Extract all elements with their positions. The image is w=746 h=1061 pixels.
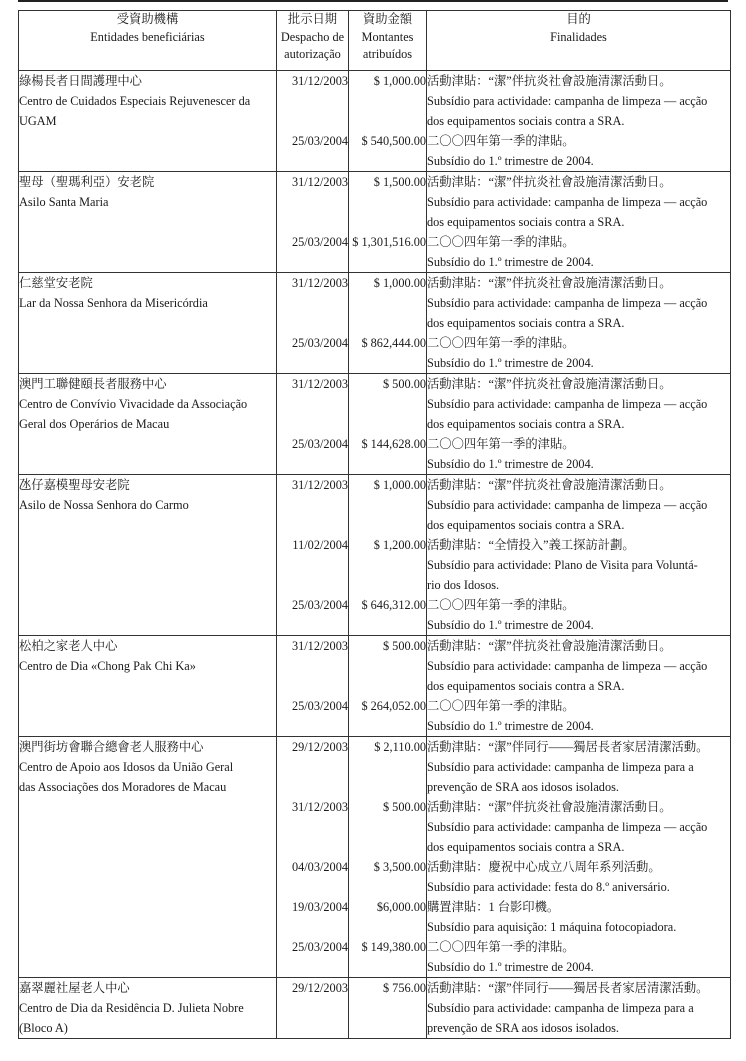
purpose-cell — [427, 636, 731, 737]
grant-date: 25/03/2004 — [291, 336, 348, 350]
grant-date: 25/03/2004 — [291, 598, 348, 612]
grant-date-slot — [277, 535, 348, 595]
entity-name-line: (Bloco A) — [19, 1021, 68, 1035]
grant-purpose-line: 二〇〇四年第一季的津貼。 — [427, 437, 575, 451]
grant-date: 31/12/2003 — [291, 276, 348, 290]
date-cell — [277, 172, 349, 273]
grant-amount: $6,000.00 — [376, 900, 426, 914]
grant-amount-slot — [349, 797, 426, 857]
grant-purpose-line: 活動津貼：“潔”伴抗炎社會設施清潔活動日。 — [427, 639, 672, 653]
grant-purpose-line: Subsídio para aquisição: 1 máquina fotocopiadora. — [427, 920, 677, 934]
grant-date-slot — [277, 797, 348, 857]
grant-purpose-line: 活動津貼：“潔”伴抗炎社會設施清潔活動日。 — [427, 175, 672, 189]
grant-purpose-slot — [427, 937, 730, 977]
grant-purpose-line: 二〇〇四年第一季的津貼。 — [427, 598, 575, 612]
table-row — [19, 475, 731, 636]
grant-purpose-slot — [427, 71, 730, 131]
grant-purpose-line: Subsídio para actividade: campanha de limpeza — acção — [427, 498, 708, 512]
grant-purpose-line: 二〇〇四年第一季的津貼。 — [427, 699, 575, 713]
grant-date: 25/03/2004 — [291, 134, 348, 148]
grant-date: 11/02/2004 — [292, 538, 348, 552]
entity-name-line: 澳門工聯健頤長者服務中心 — [19, 377, 167, 391]
grant-amount: $ 500.00 — [382, 639, 426, 653]
grant-amount-slot — [349, 333, 426, 373]
grant-amount-slot — [349, 595, 426, 635]
grant-date-slot — [277, 937, 348, 977]
grant-purpose-slot — [427, 434, 730, 474]
grant-date: 29/12/2003 — [291, 740, 348, 754]
grant-purpose-line: Subsídio para actividade: festa do 8.º aniversário. — [427, 880, 670, 894]
grant-amount-slot — [349, 374, 426, 434]
entity-cell — [19, 636, 277, 737]
table-row — [19, 374, 731, 475]
grant-amount-slot — [349, 978, 426, 1038]
purpose-cell — [427, 172, 731, 273]
grant-purpose-slot — [427, 978, 730, 1038]
amount-cell — [349, 71, 427, 172]
grant-date-slot — [277, 71, 348, 131]
grant-purpose-line: Subsídio para actividade: campanha de limpeza — acção — [427, 397, 708, 411]
entity-name-line: 澳門街坊會聯合總會老人服務中心 — [19, 740, 204, 754]
grant-amount-slot — [349, 636, 426, 696]
grant-purpose-slot — [427, 857, 730, 897]
grant-purpose-line: Subsídio do 1.º trimestre de 2004. — [427, 719, 594, 733]
grant-amount: $ 1,000.00 — [373, 74, 426, 88]
grant-purpose-slot — [427, 172, 730, 232]
grant-purpose-line: Subsídio para actividade: campanha de limpeza — acção — [427, 659, 708, 673]
grant-purpose-line: dos equipamentos sociais contra a SRA. — [427, 215, 625, 229]
header-date: 批示日期 Despacho de autorização — [277, 11, 349, 71]
grant-date: 31/12/2003 — [291, 639, 348, 653]
grant-purpose-line: 二〇〇四年第一季的津貼。 — [427, 235, 575, 249]
grant-amount: $ 1,000.00 — [373, 276, 426, 290]
entity-name-line: Centro de Convívio Vivacidade da Associação — [19, 397, 248, 411]
grant-date: 31/12/2003 — [291, 478, 348, 492]
grant-purpose-line: 活動津貼：“潔”伴抗炎社會設施清潔活動日。 — [427, 478, 672, 492]
grant-purpose-line: rio dos Idosos. — [427, 578, 500, 592]
grant-amount-slot — [349, 172, 426, 232]
header-entity: 受資助機構 Entidades beneficiárias — [19, 11, 277, 71]
purpose-cell — [427, 737, 731, 978]
table-row — [19, 273, 731, 374]
grant-purpose-slot — [427, 131, 730, 171]
grant-purpose-line: dos equipamentos sociais contra a SRA. — [427, 316, 625, 330]
entity-name-line: Geral dos Operários de Macau — [19, 417, 170, 431]
grant-purpose-line: Subsídio do 1.º trimestre de 2004. — [427, 618, 594, 632]
grant-purpose-line: 活動津貼：“潔”伴抗炎社會設施清潔活動日。 — [427, 377, 672, 391]
purpose-cell — [427, 71, 731, 172]
amount-cell — [349, 737, 427, 978]
grant-purpose-line: Subsídio para actividade: campanha de limpeza — acção — [427, 195, 708, 209]
grant-purpose-slot — [427, 897, 730, 937]
amount-cell — [349, 374, 427, 475]
grant-purpose-line: 二〇〇四年第一季的津貼。 — [427, 336, 575, 350]
table-row — [19, 172, 731, 273]
entity-cell — [19, 374, 277, 475]
grant-amount: $ 1,000.00 — [373, 478, 426, 492]
entity-name-line: Asilo Santa Maria — [19, 195, 109, 209]
entity-name-line: 仁慈堂安老院 — [19, 276, 93, 290]
entity-cell — [19, 475, 277, 636]
entity-cell — [19, 172, 277, 273]
grant-date: 25/03/2004 — [291, 235, 348, 249]
grant-amount-slot — [349, 937, 426, 977]
amount-cell — [349, 475, 427, 636]
grant-date: 25/03/2004 — [291, 437, 348, 451]
grant-date: 31/12/2003 — [291, 800, 348, 814]
grant-purpose-line: Subsídio do 1.º trimestre de 2004. — [427, 154, 594, 168]
grant-date: 29/12/2003 — [291, 981, 348, 995]
grant-purpose-line: Subsídio para actividade: campanha de limpeza — acção — [427, 820, 708, 834]
grant-amount: $ 862,444.00 — [361, 336, 426, 350]
entity-name-line: Lar da Nossa Senhora da Misericórdia — [19, 296, 208, 310]
grant-purpose-line: Subsídio do 1.º trimestre de 2004. — [427, 457, 594, 471]
grant-date-slot — [277, 475, 348, 535]
grant-date: 19/03/2004 — [291, 900, 348, 914]
top-rule — [18, 0, 728, 2]
grant-date-slot — [277, 232, 348, 272]
entity-name-line: 松柏之家老人中心 — [19, 639, 118, 653]
grant-date-slot — [277, 978, 348, 1038]
grant-date-slot — [277, 172, 348, 232]
grant-purpose-line: dos equipamentos sociais contra a SRA. — [427, 114, 625, 128]
grant-date-slot — [277, 737, 348, 797]
date-cell — [277, 737, 349, 978]
grant-purpose-line: dos equipamentos sociais contra a SRA. — [427, 679, 625, 693]
purpose-cell — [427, 475, 731, 636]
grant-amount-slot — [349, 273, 426, 333]
grant-purpose-slot — [427, 333, 730, 373]
grant-date: 25/03/2004 — [291, 940, 348, 954]
header-purpose: 目的 Finalidades — [427, 11, 731, 71]
grant-purpose-line: 活動津貼：“潔”伴抗炎社會設施清潔活動日。 — [427, 800, 672, 814]
grant-amount-slot — [349, 475, 426, 535]
entity-cell — [19, 978, 277, 1039]
table-header — [19, 11, 731, 71]
grant-purpose-line: 二〇〇四年第一季的津貼。 — [427, 134, 575, 148]
date-cell — [277, 71, 349, 172]
grant-purpose-line: Subsídio do 1.º trimestre de 2004. — [427, 356, 594, 370]
entity-name-line: 嘉翠麗社屋老人中心 — [19, 981, 130, 995]
grant-purpose-slot — [427, 636, 730, 696]
grant-date-slot — [277, 434, 348, 474]
grant-amount-slot — [349, 434, 426, 474]
purpose-cell — [427, 978, 731, 1039]
amount-cell — [349, 273, 427, 374]
grant-purpose-line: 活動津貼：慶祝中心成立八周年系列活動。 — [427, 860, 661, 874]
grant-purpose-line: prevenção de SRA aos idosos isolados. — [427, 780, 619, 794]
grant-purpose-line: 活動津貼：“潔”伴同行——獨居長者家居清潔活動。 — [427, 740, 709, 754]
grant-date: 04/03/2004 — [291, 860, 348, 874]
grant-purpose-slot — [427, 273, 730, 333]
table-row — [19, 978, 731, 1039]
grant-purpose-slot — [427, 475, 730, 535]
entity-name-line: Centro de Dia da Residência D. Julieta Nobre — [19, 1001, 244, 1015]
date-cell — [277, 273, 349, 374]
grant-purpose-line: Subsídio para actividade: campanha de limpeza — acção — [427, 94, 708, 108]
grant-purpose-line: 活動津貼：“潔”伴同行——獨居長者家居清潔活動。 — [427, 981, 709, 995]
date-cell — [277, 978, 349, 1039]
grant-amount-slot — [349, 131, 426, 171]
table-row — [19, 636, 731, 737]
grant-purpose-line: 二〇〇四年第一季的津貼。 — [427, 940, 575, 954]
entity-cell — [19, 737, 277, 978]
grant-date-slot — [277, 636, 348, 696]
grant-date-slot — [277, 333, 348, 373]
grant-purpose-slot — [427, 595, 730, 635]
entity-name-line: Centro de Cuidados Especiais Rejuvenescer da — [19, 94, 251, 108]
grant-purpose-line: Subsídio para actividade: campanha de limpeza para a — [427, 760, 694, 774]
purpose-cell — [427, 273, 731, 374]
grant-amount: $ 500.00 — [382, 800, 426, 814]
date-cell — [277, 475, 349, 636]
grant-date-slot — [277, 897, 348, 937]
grant-purpose-slot — [427, 737, 730, 797]
grant-date: 31/12/2003 — [291, 74, 348, 88]
grant-amount: $ 500.00 — [382, 377, 426, 391]
entity-name-line: Centro de Apoio aos Idosos da União Geral — [19, 760, 234, 774]
grant-amount: $ 1,500.00 — [373, 175, 426, 189]
entity-name-line: 聖母（聖瑪利亞）安老院 — [19, 175, 155, 189]
grant-date-slot — [277, 857, 348, 897]
grant-amount: $ 3,500.00 — [373, 860, 426, 874]
grant-purpose-slot — [427, 374, 730, 434]
entity-cell — [19, 273, 277, 374]
amount-cell — [349, 636, 427, 737]
grant-date: 31/12/2003 — [291, 175, 348, 189]
grant-date-slot — [277, 273, 348, 333]
grant-date: 31/12/2003 — [291, 377, 348, 391]
grant-amount: $ 144,628.00 — [361, 437, 426, 451]
table-row — [19, 737, 731, 978]
grant-purpose-line: 購置津貼：1 台影印機。 — [427, 900, 560, 914]
grant-amount: $ 1,301,516.00 — [352, 235, 426, 249]
date-cell — [277, 636, 349, 737]
grant-purpose-line: 活動津貼：“潔”伴抗炎社會設施清潔活動日。 — [427, 74, 672, 88]
grant-purpose-line: 活動津貼：“潔”伴抗炎社會設施清潔活動日。 — [427, 276, 672, 290]
grant-amount-slot — [349, 232, 426, 272]
grant-purpose-line: Subsídio para actividade: campanha de limpeza para a — [427, 1001, 694, 1015]
grant-purpose-slot — [427, 797, 730, 857]
grant-amount: $ 540,500.00 — [361, 134, 426, 148]
purpose-cell — [427, 374, 731, 475]
grant-date-slot — [277, 696, 348, 736]
grant-amount-slot — [349, 696, 426, 736]
grant-amount: $ 149,380.00 — [361, 940, 426, 954]
grant-amount: $ 646,312.00 — [361, 598, 426, 612]
grant-purpose-line: 活動津貼：“全情投入”義工探訪計劃。 — [427, 538, 635, 552]
entity-name-line: 氹仔嘉模聖母安老院 — [19, 478, 130, 492]
entity-name-line: Asilo de Nossa Senhora do Carmo — [19, 498, 189, 512]
entity-name-line: das Associações dos Moradores de Macau — [19, 780, 227, 794]
grant-purpose-line: dos equipamentos sociais contra a SRA. — [427, 417, 625, 431]
grant-date-slot — [277, 131, 348, 171]
date-cell — [277, 374, 349, 475]
grants-table — [18, 10, 731, 1039]
grant-purpose-line: Subsídio para actividade: campanha de limpeza — acção — [427, 296, 708, 310]
grant-purpose-line: Subsídio do 1.º trimestre de 2004. — [427, 255, 594, 269]
grant-amount-slot — [349, 737, 426, 797]
grant-purpose-line: Subsídio do 1.º trimestre de 2004. — [427, 960, 594, 974]
table-row — [19, 71, 731, 172]
grant-amount: $ 2,110.00 — [374, 740, 426, 754]
grant-amount-slot — [349, 535, 426, 595]
grant-purpose-slot — [427, 232, 730, 272]
grant-amount: $ 756.00 — [382, 981, 426, 995]
header-amount: 資助金額 Montantes atribuídos — [349, 11, 427, 71]
grant-amount-slot — [349, 897, 426, 937]
grant-amount: $ 1,200.00 — [373, 538, 426, 552]
entity-name-line: 綠楊長者日間護理中心 — [19, 74, 142, 88]
entity-name-line: Centro de Dia «Chong Pak Chi Ka» — [19, 659, 196, 673]
grant-purpose-slot — [427, 535, 730, 595]
grant-amount-slot — [349, 857, 426, 897]
grant-purpose-line: Subsídio para actividade: Plano de Visita para Voluntá- — [427, 558, 698, 572]
grant-amount-slot — [349, 71, 426, 131]
grant-date-slot — [277, 595, 348, 635]
grant-purpose-line: prevenção de SRA aos idosos isolados. — [427, 1021, 619, 1035]
grant-purpose-line: dos equipamentos sociais contra a SRA. — [427, 518, 625, 532]
amount-cell — [349, 978, 427, 1039]
entity-name-line: UGAM — [19, 114, 57, 128]
grant-amount: $ 264,052.00 — [361, 699, 426, 713]
amount-cell — [349, 172, 427, 273]
grant-purpose-slot — [427, 696, 730, 736]
grant-date-slot — [277, 374, 348, 434]
grant-date: 25/03/2004 — [291, 699, 348, 713]
grant-purpose-line: dos equipamentos sociais contra a SRA. — [427, 840, 625, 854]
entity-cell — [19, 71, 277, 172]
